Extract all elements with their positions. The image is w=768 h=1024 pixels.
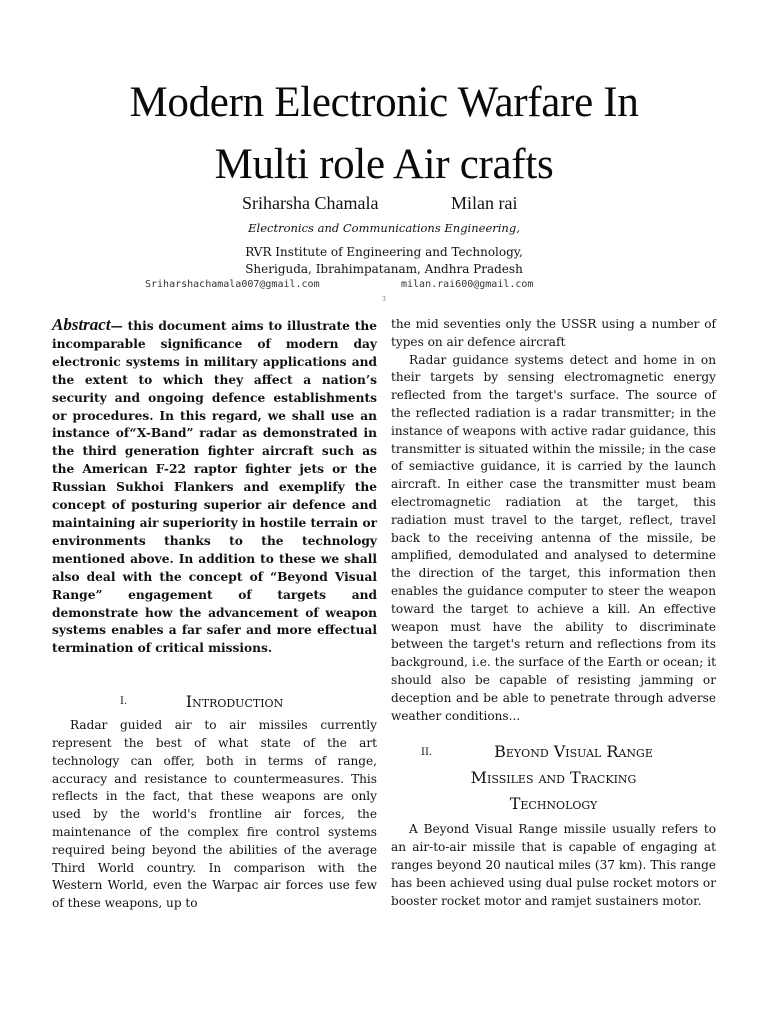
section-number: I. [120,696,128,708]
left-column [52,316,377,913]
author-name: Milan rai [451,193,518,213]
paper-title [0,72,768,196]
right-column [391,316,716,910]
abstract-text: — this document aims to illustrate the incomparable significance of modern day electronic systems in military applications and the extent to which they affect a nation’s security and ongoing defence establishments or procedures. In this regard, we shall use an instance of“X-Band” radar as demonstrated in the third generation fighter aircraft such as the American F-22 raptor fighter jets or the Russian Sukhoi Flankers and exemplify the concept of posturing superior air defence and maintaining air superiority in hostile terrain or environments thanks to the technology mentioned above. In addition to these we shall also deal with the concept of “Beyond Visual Range” engagement of targets and demonstrate how the advancement of weapon systems enables a far safer and more effectual termination of critical missions. [52,319,377,656]
section-title-line-1: Beyond Visual Range [494,742,653,762]
title-line-2: Multi role Air crafts [214,141,554,188]
footnote-mark: 3 [382,296,386,303]
author-email[interactable]: milan.rai600@gmail.com [401,279,534,290]
section-heading-introduction [52,692,377,711]
abstract [52,316,377,658]
continuation-paragraph: the mid seventies only the USSR using a number of types on air defence aircraft [391,317,716,349]
section-title-line-2: Missiles and Tracking [470,768,637,788]
author-email[interactable]: Sriharshachamala007@gmail.com [145,279,320,290]
section-heading-bvr [391,739,716,817]
section-title: Introduction [185,692,284,712]
abstract-label: Abstract [52,315,111,334]
author-list [0,193,768,219]
title-line-1: Modern Electronic Warfare In [129,79,639,126]
section-number: II. [421,747,433,759]
introduction-paragraph: Radar guided air to air missiles currently represent the best of what state of the art technology can offer, both in terms of range, accuracy and resistance to countermeasures. This reflects in the fact, that these weapons are only used by the world's frontline air forces, the maintenance of the complex fire control systems required being beyond the abilities of the average Third World country. In comparison with the Western World, even the Warpac air forces use few of these weapons, up to [52,718,377,911]
author-department: Electronics and Communications Engineering, [248,221,520,235]
affiliation-line-2: Sheriguda, Ibrahimpatanam, Andhra Pradesh [245,262,523,276]
author-emails [0,279,768,293]
author-name: Sriharsha Chamala [242,193,379,213]
bvr-paragraph: A Beyond Visual Range missile usually refers to an air-to-air missile that is capable of engaging at ranges beyond 20 nautical miles (37 km). This range has been achieved using dual pulse rocket motors or booster rocket motor and ramjet sustainers motor. [391,822,716,908]
affiliation-line-1: RVR Institute of Engineering and Technology, [245,245,523,259]
section-title-line-3: Technology [509,794,598,814]
radar-guidance-paragraph: Radar guidance systems detect and home in on their targets by sensing electromagnetic energy reflected from the target's surface. The source of the reflected radiation is a radar transmitter; in the instance of weapons with active radar guidance, this transmitter is situated within the missile; in the case of semiactive guidance, it is carried by the launch aircraft. In either case the transmitter must beam electromagnetic radiation at the target, this radiation must travel to the target, reflect, travel back to the receiving antenna of the missile, be amplified, demodulated and analysed to determine the direction of the target, this information then enables the guidance computer to steer the weapon toward the target to achieve a kill. An effective weapon must have the ability to discriminate between the target's return and reflections from its background, i.e. the surface of the Earth or ocean; it should also be capable of resisting jamming or deception and be able to penetrate through adverse weather conditions... [391,352,716,723]
